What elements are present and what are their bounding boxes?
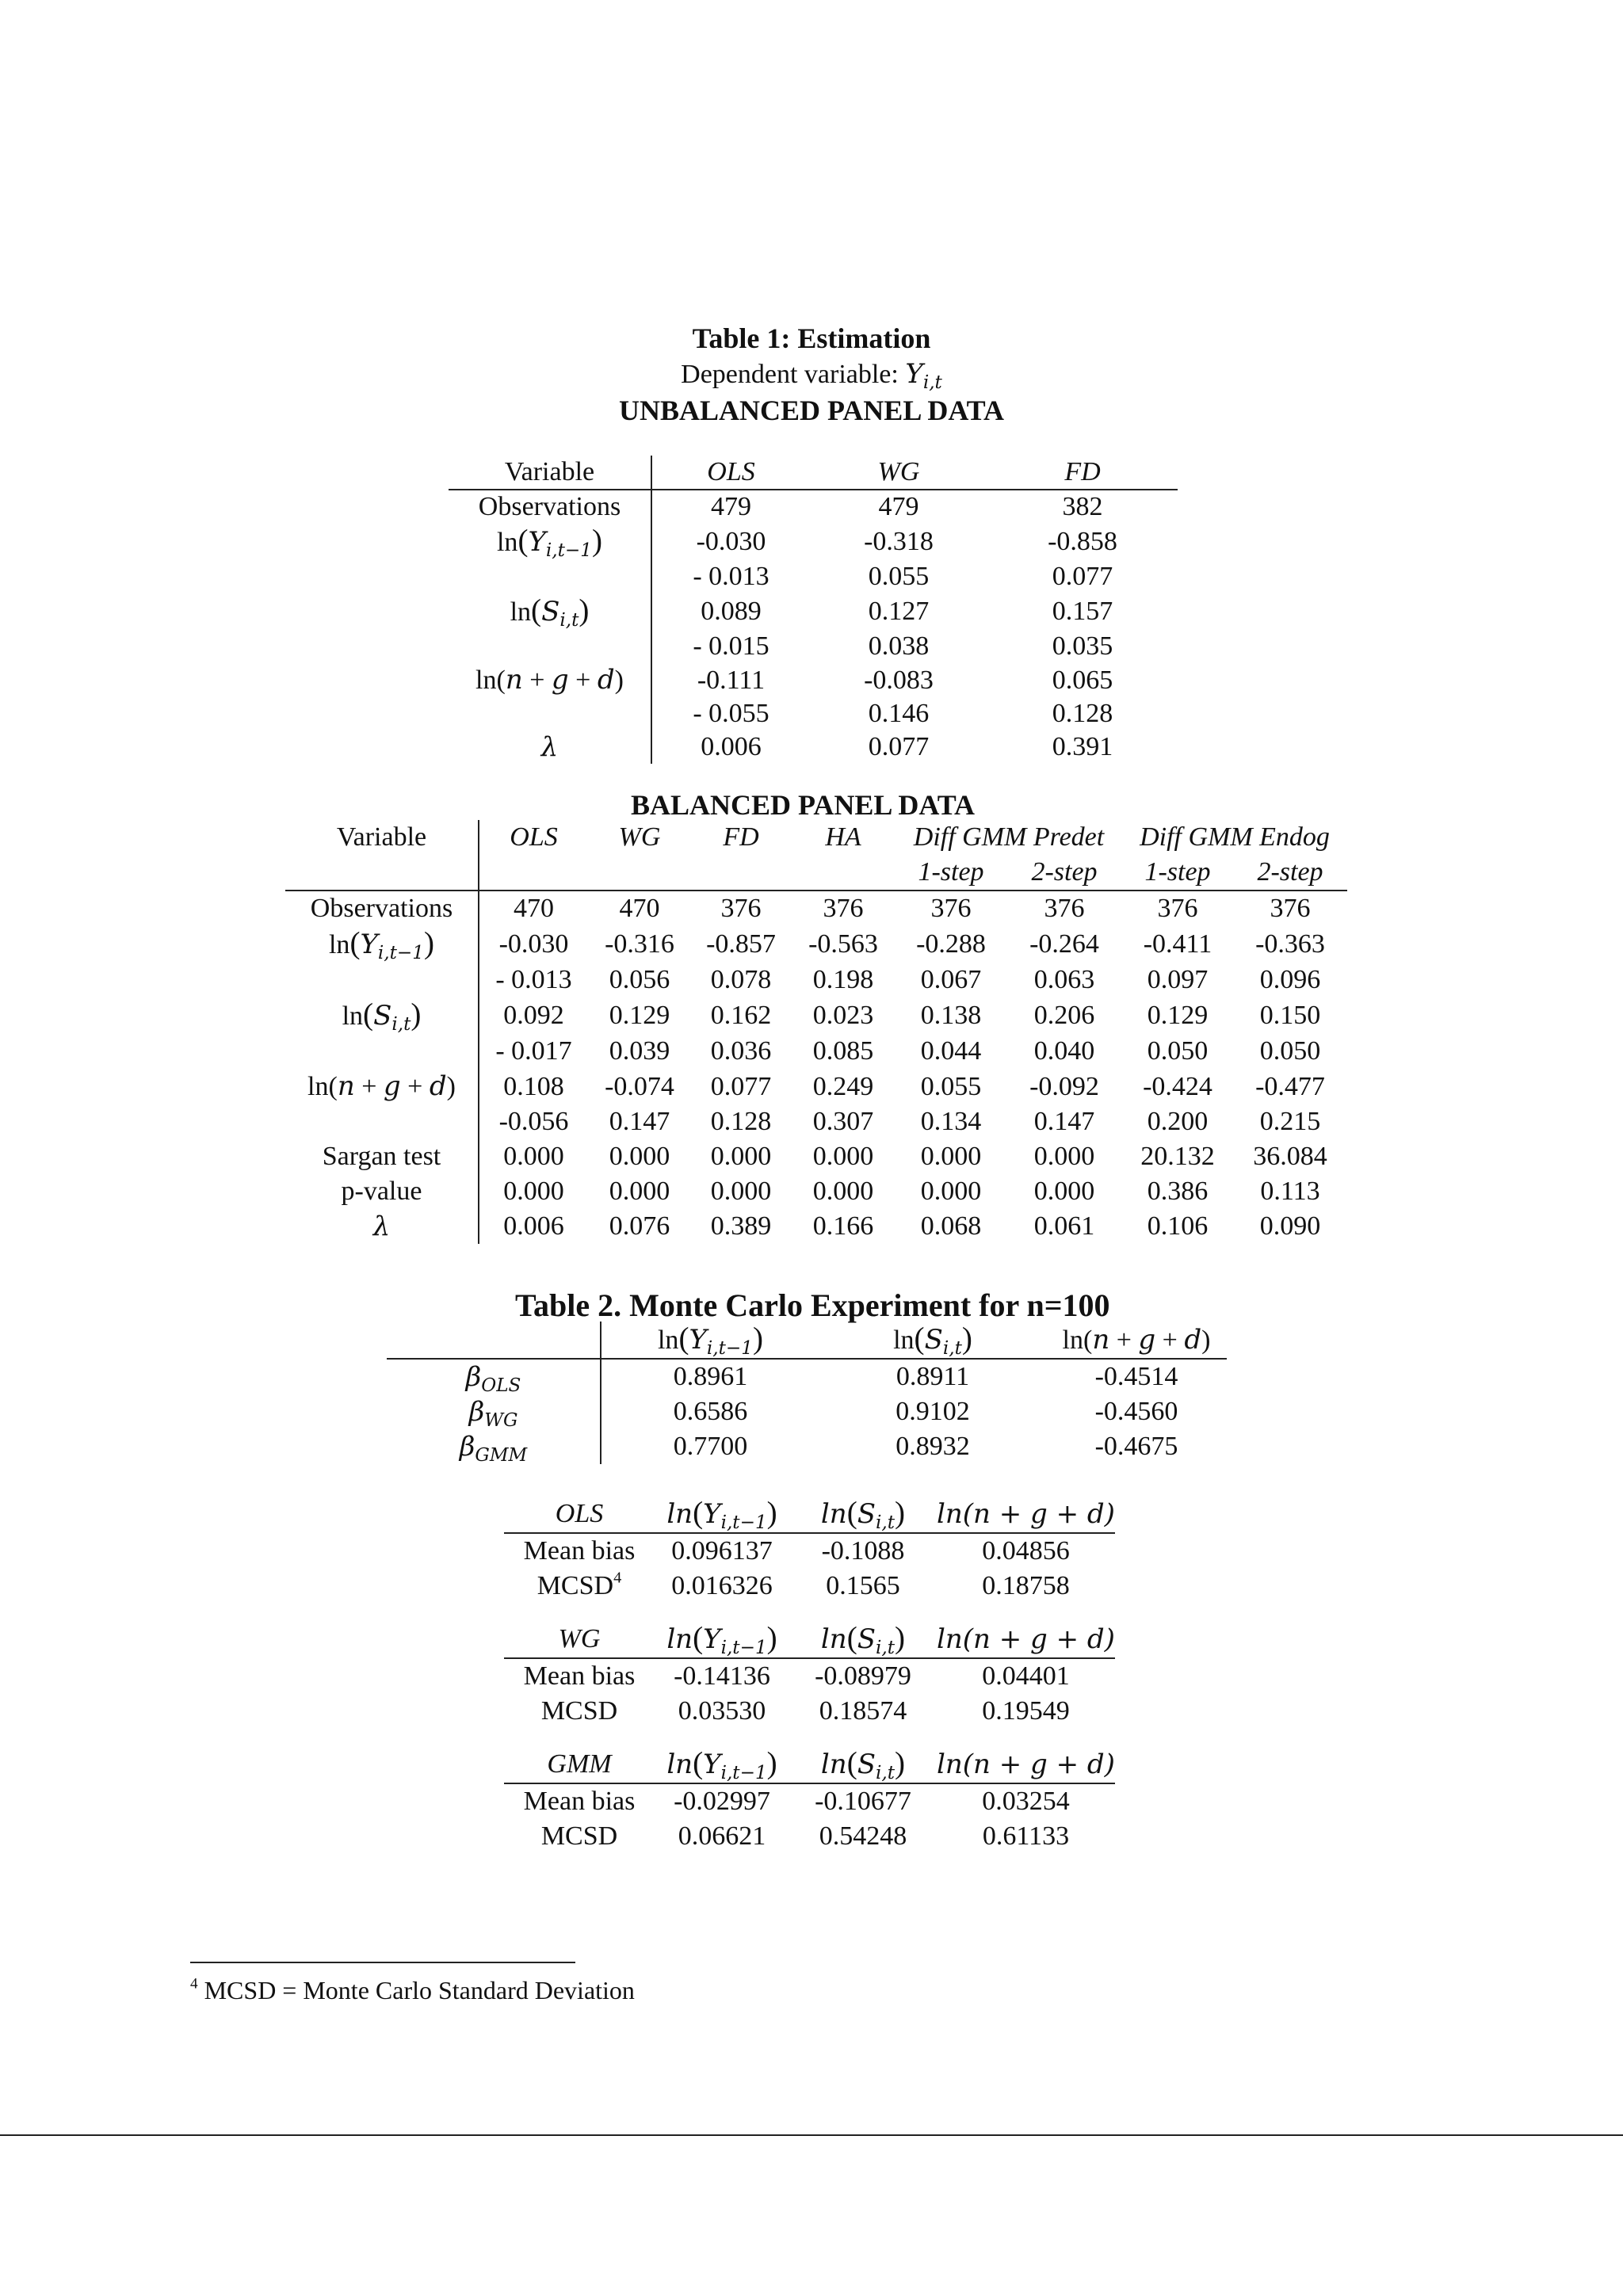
section-balanced: BALANCED PANEL DATA bbox=[631, 789, 976, 821]
cell: 0.19549 bbox=[982, 1696, 1070, 1726]
subheader-2-step: 2-step bbox=[1257, 857, 1323, 887]
cell: 0.038 bbox=[868, 631, 930, 661]
table-row bbox=[449, 593, 1178, 630]
cell: -0.4560 bbox=[1094, 1397, 1178, 1426]
header-ln-y-lag: $\ln(Y_{i,t-1})$ bbox=[666, 1746, 777, 1783]
cell: -0.424 bbox=[1143, 1071, 1212, 1101]
cell: -0.083 bbox=[864, 665, 934, 695]
table-row bbox=[285, 926, 1347, 963]
beta-subscript: WG bbox=[484, 1409, 518, 1431]
table-header-row bbox=[387, 1322, 1227, 1359]
table-row bbox=[387, 1394, 1227, 1429]
table-header-row bbox=[449, 456, 1178, 490]
row-label-ln-s: $\ln(S_{i,t})$ bbox=[449, 593, 651, 630]
row-label-ln-s: $\ln(S_{i,t})$ bbox=[285, 997, 479, 1034]
cell: 0.389 bbox=[710, 1211, 772, 1241]
table1-title: Table 1: Estimation bbox=[692, 322, 931, 354]
table-row bbox=[504, 1819, 1115, 1854]
mc-table-ols bbox=[504, 1496, 1115, 1604]
mc-block-name: WG bbox=[558, 1624, 601, 1653]
cell: -0.4514 bbox=[1094, 1362, 1178, 1391]
cell: -0.4675 bbox=[1094, 1432, 1178, 1461]
cell: 0.108 bbox=[503, 1071, 564, 1101]
table-row bbox=[449, 697, 1178, 730]
cell: 0.092 bbox=[503, 1001, 564, 1030]
cell: 0.61133 bbox=[982, 1821, 1070, 1851]
header-wg: WG bbox=[618, 822, 661, 852]
cell: 0.8961 bbox=[673, 1362, 748, 1391]
subheader-1-step: 1-step bbox=[1144, 857, 1211, 887]
cell: 0.050 bbox=[1147, 1036, 1209, 1066]
mc-block-name: OLS bbox=[555, 1499, 604, 1528]
row-label-mean-bias: Mean bias bbox=[523, 1536, 636, 1566]
cell: 0.089 bbox=[701, 597, 762, 626]
row-label-observations: Observations bbox=[449, 490, 651, 524]
cell: 0.129 bbox=[1147, 1001, 1209, 1030]
cell: 0.106 bbox=[1147, 1211, 1209, 1241]
row-label-mcsd: MCSD bbox=[540, 1696, 618, 1726]
cell: 0.055 bbox=[868, 562, 930, 591]
cell: -0.10677 bbox=[815, 1787, 911, 1816]
cell: -0.316 bbox=[605, 929, 674, 959]
cell: 0.7700 bbox=[673, 1432, 748, 1461]
row-label-observations: Observations bbox=[285, 891, 479, 926]
cell: 0.090 bbox=[1259, 1211, 1321, 1241]
cell: 0.044 bbox=[920, 1036, 982, 1066]
cell: 0.162 bbox=[710, 1001, 772, 1030]
cell: 0.147 bbox=[609, 1107, 670, 1136]
header-ols: OLS bbox=[707, 457, 755, 486]
cell: 0.000 bbox=[503, 1177, 564, 1206]
table1-header bbox=[0, 320, 1623, 429]
table-row bbox=[285, 963, 1347, 997]
table-row bbox=[504, 1533, 1115, 1569]
cell: 0.000 bbox=[920, 1177, 982, 1206]
cell: 0.036 bbox=[710, 1036, 772, 1066]
header-variable: Variable bbox=[285, 820, 479, 855]
table-row bbox=[449, 524, 1178, 560]
dep-var-symbol: $Y_{i,t}$ bbox=[905, 358, 942, 393]
cell: 0.000 bbox=[710, 1142, 772, 1171]
cell: 0.04401 bbox=[982, 1661, 1070, 1691]
cell: 376 bbox=[1157, 894, 1198, 923]
cell: 0.000 bbox=[1033, 1177, 1095, 1206]
cell: 0.056 bbox=[609, 965, 670, 994]
beta-subscript: OLS bbox=[481, 1375, 521, 1396]
cell: -0.264 bbox=[1029, 929, 1099, 959]
cell: 20.132 bbox=[1140, 1142, 1215, 1171]
header-variable: Variable bbox=[449, 456, 651, 490]
table1-section-unbalanced: UNBALANCED PANEL DATA bbox=[618, 395, 1005, 426]
cell: -0.074 bbox=[605, 1071, 674, 1101]
cell: - 0.013 bbox=[495, 965, 572, 994]
header-fd: FD bbox=[723, 822, 759, 852]
footnote-divider bbox=[190, 1962, 575, 1963]
row-label-mean-bias: Mean bias bbox=[523, 1787, 636, 1816]
cell: 0.085 bbox=[812, 1036, 874, 1066]
header-ols: OLS bbox=[510, 822, 558, 852]
cell: 0.150 bbox=[1259, 1001, 1321, 1030]
table-header-row bbox=[504, 1746, 1115, 1783]
cell: 0.006 bbox=[701, 732, 762, 761]
cell: -0.111 bbox=[697, 665, 766, 695]
row-label-pvalue: p-value bbox=[285, 1174, 479, 1209]
cell: 0.6586 bbox=[673, 1397, 748, 1426]
cell: - 0.055 bbox=[693, 699, 769, 728]
cell: -0.030 bbox=[696, 527, 766, 556]
header-ln-y-lag: $\ln(Y_{i,t-1})$ bbox=[666, 1621, 777, 1658]
table-row bbox=[449, 630, 1178, 663]
header-fd: FD bbox=[1064, 457, 1101, 486]
cell: 376 bbox=[720, 894, 762, 923]
cell: 0.055 bbox=[920, 1071, 982, 1101]
cell: - 0.017 bbox=[495, 1036, 572, 1066]
cell: 0.000 bbox=[609, 1142, 670, 1171]
mc-table-wg bbox=[504, 1621, 1115, 1729]
cell: 0.078 bbox=[710, 965, 772, 994]
cell: 0.147 bbox=[1033, 1107, 1095, 1136]
cell: 0.096 bbox=[1259, 965, 1321, 994]
cell: 470 bbox=[619, 894, 660, 923]
cell: 0.061 bbox=[1033, 1211, 1095, 1241]
cell: 0.067 bbox=[920, 965, 982, 994]
cell: 376 bbox=[823, 894, 864, 923]
header-ha: HA bbox=[825, 822, 861, 852]
beta-subscript: GMM bbox=[475, 1444, 528, 1466]
header-ln-ngd: ln(n + g + d) bbox=[937, 1498, 1115, 1530]
header-ln-s: $\ln(S_{i,t})$ bbox=[893, 1322, 972, 1359]
cell: -0.1088 bbox=[821, 1536, 905, 1566]
row-label-beta-wg: $\beta_{WG}$ bbox=[387, 1394, 601, 1429]
table-row bbox=[285, 1104, 1347, 1139]
cell: -0.08979 bbox=[815, 1661, 911, 1691]
header-ln-ngd: ln(n + g + d) bbox=[937, 1623, 1115, 1655]
cell: 0.035 bbox=[1052, 631, 1113, 661]
header-ln-ngd: ln(n + g + d) bbox=[937, 1749, 1115, 1780]
table-row bbox=[449, 730, 1178, 764]
table-row bbox=[285, 1209, 1347, 1244]
header-ln-s: $\ln(S_{i,t})$ bbox=[820, 1746, 906, 1783]
cell: 0.307 bbox=[812, 1107, 874, 1136]
cell: 0.391 bbox=[1052, 732, 1113, 761]
row-label-ln-ngd: ln(n + g + d) bbox=[285, 1069, 479, 1104]
cell: - 0.015 bbox=[693, 631, 769, 661]
cell: 376 bbox=[1044, 894, 1085, 923]
cell: -0.14136 bbox=[674, 1661, 770, 1691]
cell: 0.000 bbox=[812, 1142, 874, 1171]
subheader-2-step: 2-step bbox=[1031, 857, 1098, 887]
table-row bbox=[387, 1359, 1227, 1394]
row-label-ln-y-lag: $\ln(Y_{i,t-1})$ bbox=[285, 926, 479, 963]
header-ln-y-lag: $\ln(Y_{i,t-1})$ bbox=[657, 1322, 764, 1359]
row-label-beta-gmm: $\beta_{GMM}$ bbox=[387, 1429, 601, 1464]
cell: 0.03530 bbox=[678, 1696, 766, 1726]
page-bottom-divider bbox=[0, 2134, 1623, 2136]
cell: 0.113 bbox=[1260, 1177, 1320, 1206]
cell: 382 bbox=[1062, 492, 1103, 521]
row-label-ln-y-lag: $\ln(Y_{i,t-1})$ bbox=[449, 524, 651, 560]
header-diff-gmm-predet: Diff GMM Predet bbox=[913, 822, 1105, 852]
header-ln-y-lag: $\ln(Y_{i,t-1})$ bbox=[666, 1496, 777, 1533]
cell: 0.076 bbox=[609, 1211, 670, 1241]
header-ln-s: $\ln(S_{i,t})$ bbox=[820, 1621, 906, 1658]
cell: 0.03254 bbox=[982, 1787, 1070, 1816]
table-header-row bbox=[504, 1496, 1115, 1533]
cell: 0.006 bbox=[503, 1211, 564, 1241]
cell: 0.000 bbox=[503, 1142, 564, 1171]
cell: 0.128 bbox=[1052, 699, 1113, 728]
cell: 0.063 bbox=[1033, 965, 1095, 994]
cell: 0.050 bbox=[1259, 1036, 1321, 1066]
cell: -0.563 bbox=[808, 929, 878, 959]
header-wg: WG bbox=[877, 457, 920, 486]
cell: 0.8932 bbox=[896, 1432, 970, 1461]
cell: -0.363 bbox=[1255, 929, 1325, 959]
cell: 376 bbox=[1270, 894, 1311, 923]
table-row bbox=[449, 663, 1178, 697]
table-row bbox=[504, 1783, 1115, 1819]
table1-unbalanced bbox=[449, 456, 1178, 764]
cell: 0.077 bbox=[1052, 562, 1113, 591]
footnote bbox=[190, 1976, 635, 2005]
dep-var-label: Dependent variable: bbox=[681, 360, 899, 389]
cell: -0.030 bbox=[498, 929, 569, 959]
cell: 0.9102 bbox=[896, 1397, 970, 1426]
table-row bbox=[504, 1694, 1115, 1729]
table-row bbox=[285, 1034, 1347, 1069]
cell: 0.068 bbox=[920, 1211, 982, 1241]
cell: 376 bbox=[930, 894, 972, 923]
table-row bbox=[285, 997, 1347, 1034]
mcsd-label: MCSD bbox=[537, 1571, 614, 1600]
cell: 0.166 bbox=[812, 1211, 874, 1241]
table-row bbox=[285, 1139, 1347, 1174]
cell: 0.077 bbox=[710, 1071, 772, 1101]
table2-monte-carlo bbox=[387, 1322, 1227, 1464]
table-subheader-row bbox=[285, 855, 1347, 891]
cell: 0.198 bbox=[812, 965, 874, 994]
cell: -0.056 bbox=[498, 1107, 569, 1136]
cell: 0.127 bbox=[868, 597, 930, 626]
cell: 0.206 bbox=[1033, 1001, 1095, 1030]
row-label-sargan: Sargan test bbox=[285, 1139, 479, 1174]
table-row bbox=[449, 490, 1178, 524]
cell: 470 bbox=[514, 894, 554, 923]
table-row bbox=[285, 891, 1347, 926]
cell: 0.065 bbox=[1052, 665, 1113, 695]
cell: 479 bbox=[878, 492, 919, 521]
cell: 0.097 bbox=[1147, 965, 1209, 994]
cell: 0.023 bbox=[812, 1001, 874, 1030]
cell: 0.06621 bbox=[678, 1821, 766, 1851]
cell: 0.129 bbox=[609, 1001, 670, 1030]
cell: 0.249 bbox=[812, 1071, 874, 1101]
cell: 0.000 bbox=[812, 1177, 874, 1206]
row-label-beta-ols: $\beta_{OLS}$ bbox=[387, 1359, 601, 1394]
cell: 0.077 bbox=[868, 732, 930, 761]
cell: -0.477 bbox=[1255, 1071, 1325, 1101]
cell: 0.040 bbox=[1033, 1036, 1095, 1066]
cell: 479 bbox=[711, 492, 751, 521]
table2-title: Table 2. Monte Carlo Experiment for n=100 bbox=[515, 1287, 1110, 1323]
cell: 0.8911 bbox=[896, 1362, 970, 1391]
cell: 0.138 bbox=[920, 1001, 982, 1030]
subheader-1-step: 1-step bbox=[918, 857, 984, 887]
cell: 0.386 bbox=[1147, 1177, 1209, 1206]
cell: 0.000 bbox=[1033, 1142, 1095, 1171]
table-row bbox=[504, 1569, 1115, 1604]
cell: 0.04856 bbox=[982, 1536, 1070, 1566]
table1-dependent-variable bbox=[0, 357, 1623, 392]
row-label-ln-ngd: ln(n + g + d) bbox=[449, 663, 651, 697]
cell: 0.200 bbox=[1147, 1107, 1209, 1136]
row-label-mean-bias: Mean bias bbox=[523, 1661, 636, 1691]
footnote-number: 4 bbox=[190, 1975, 198, 1993]
table-row bbox=[449, 560, 1178, 593]
row-label-lambda: λ bbox=[449, 730, 651, 764]
cell: -0.318 bbox=[864, 527, 934, 556]
table-row bbox=[387, 1429, 1227, 1464]
table-row bbox=[285, 1069, 1347, 1104]
row-label-lambda: λ bbox=[285, 1209, 479, 1244]
cell: 0.157 bbox=[1052, 597, 1113, 626]
mc-block-name: GMM bbox=[547, 1749, 612, 1779]
cell: 0.215 bbox=[1259, 1107, 1321, 1136]
cell: 0.039 bbox=[609, 1036, 670, 1066]
header-ln-ngd: ln(n + g + d) bbox=[1062, 1323, 1211, 1356]
cell: 0.000 bbox=[609, 1177, 670, 1206]
cell: 0.000 bbox=[920, 1142, 982, 1171]
table-header-row bbox=[504, 1621, 1115, 1658]
cell: -0.857 bbox=[706, 929, 776, 959]
cell: -0.288 bbox=[916, 929, 986, 959]
row-label-mcsd bbox=[504, 1569, 655, 1604]
table1-balanced bbox=[285, 820, 1347, 1244]
cell: -0.02997 bbox=[674, 1787, 770, 1816]
cell: 0.016326 bbox=[671, 1571, 773, 1600]
cell: 0.146 bbox=[868, 699, 930, 728]
table-row bbox=[504, 1658, 1115, 1694]
cell: -0.411 bbox=[1143, 929, 1212, 959]
cell: - 0.013 bbox=[693, 562, 769, 591]
table-row bbox=[285, 1174, 1347, 1209]
footnote-text: MCSD = Monte Carlo Standard Deviation bbox=[204, 1976, 635, 2004]
cell: 0.000 bbox=[710, 1177, 772, 1206]
cell: 0.1565 bbox=[826, 1571, 900, 1600]
cell: 0.128 bbox=[710, 1107, 772, 1136]
mc-table-gmm bbox=[504, 1746, 1115, 1854]
table-header-row bbox=[285, 820, 1347, 855]
row-label-mcsd: MCSD bbox=[540, 1821, 618, 1851]
cell: 36.084 bbox=[1253, 1142, 1327, 1171]
cell: 0.134 bbox=[920, 1107, 982, 1136]
header-diff-gmm-endog: Diff GMM Endog bbox=[1140, 822, 1330, 852]
cell: 0.54248 bbox=[819, 1821, 907, 1851]
footnote-marker: 4 bbox=[613, 1569, 622, 1587]
cell: -0.092 bbox=[1029, 1071, 1099, 1101]
cell: 0.18574 bbox=[819, 1696, 907, 1726]
cell: -0.858 bbox=[1048, 527, 1117, 556]
cell: 0.096137 bbox=[671, 1536, 773, 1566]
header-ln-s: $\ln(S_{i,t})$ bbox=[820, 1496, 906, 1533]
cell: 0.18758 bbox=[982, 1571, 1070, 1600]
